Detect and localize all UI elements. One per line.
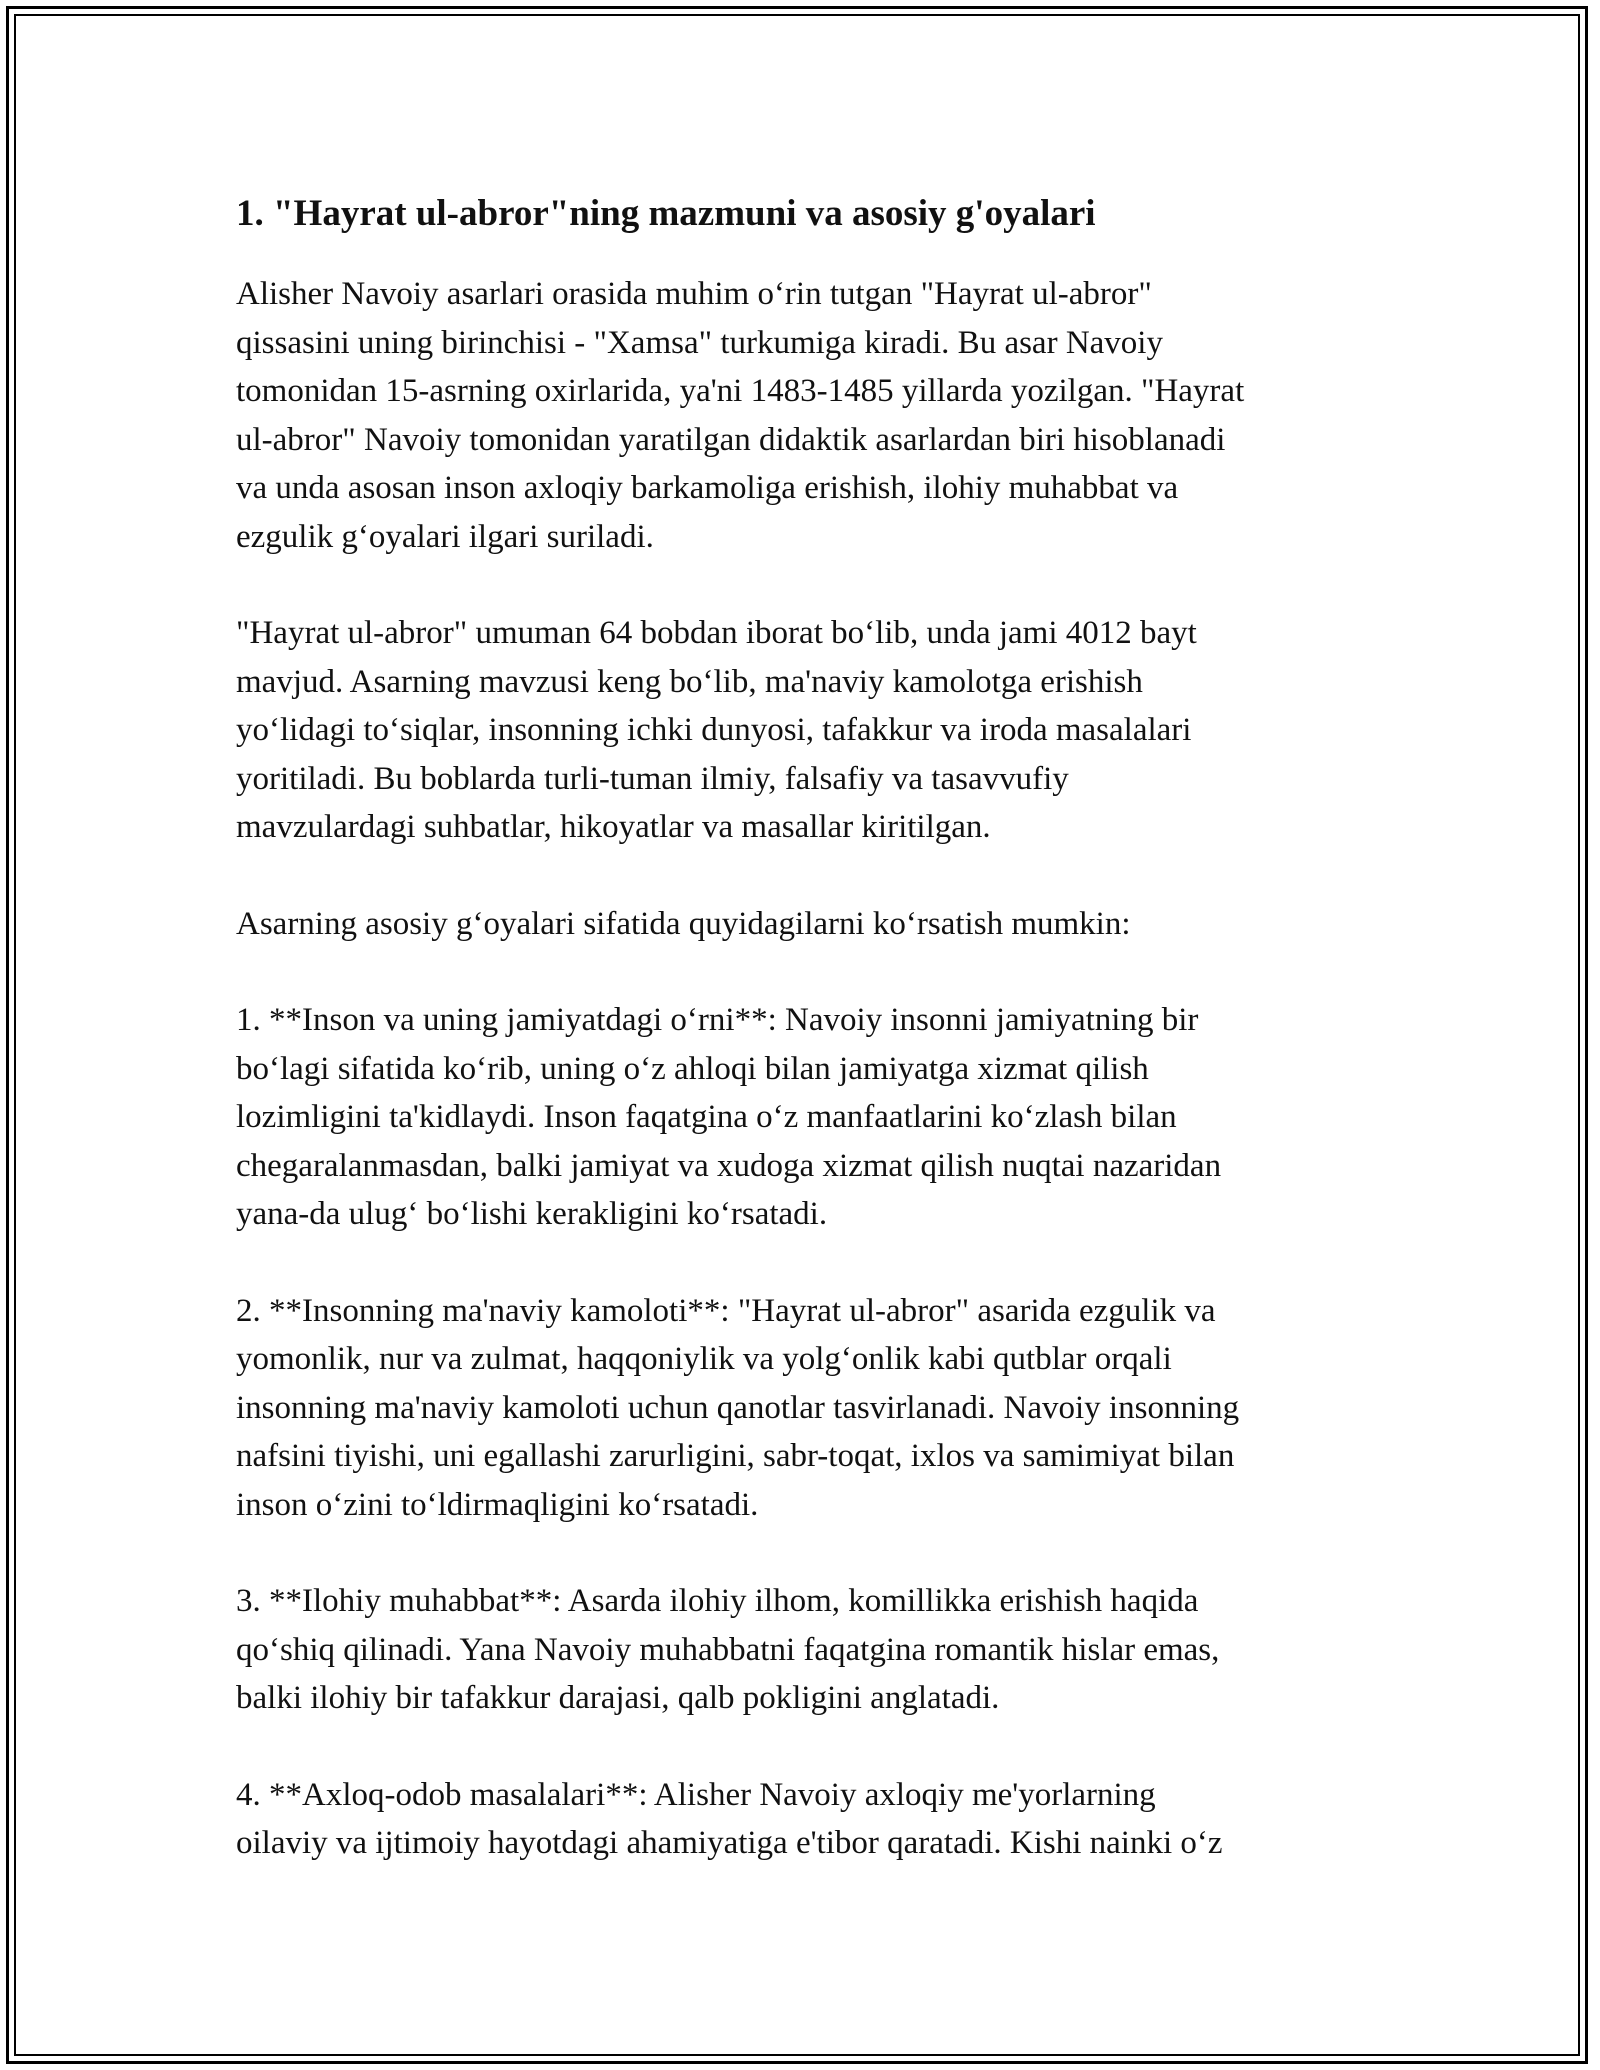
paragraph-idea-2: 2. **Insonning ma'naviy kamoloti**: "Hayrat ul-abror" asarida ezgulik va yomonlik, nur va zulmat, haqqoniylik va yolgʻonlik kabi qutblar orqali insonning ma'naviy kamoloti uchun qanotlar tasvirlanadi. Navoiy insonning nafsini tiyishi, uni egallashi zarurligini, sabr-toqat, ixlos va samimiyat bilan inson oʻzini toʻldirmaqligini koʻrsatadi.: [236, 1292, 1240, 1523]
paragraph-idea-4: 4. **Axloq-odob masalalari**: Alisher Navoiy axloqiy me'yorlarning oilaviy va ijtimoiy hayotdagi ahamiyatiga e'tibor qaratadi. Kishi nainki oʻz: [236, 1776, 1223, 1861]
paragraph-ideas-lead: Asarning asosiy gʻoyalari sifatida quyidagilarni koʻrsatish mumkin:: [236, 905, 1131, 942]
document-body: [236, 188, 1364, 1916]
paragraph-structure: "Hayrat ul-abror" umuman 64 bobdan iborat boʻlib, unda jami 4012 bayt mavjud. Asarning mavzusi keng boʻlib, ma'naviy kamolotga erishish yoʻlidagi toʻsiqlar, insonning ichki dunyosi, tafakkur va iroda masalalari yoritiladi. Bu boblarda turli-tuman ilmiy, falsafiy va tasavvufiy mavzulardagi suhbatlar, hikoyatlar va masallar kiritilgan.: [236, 615, 1197, 845]
document-title: 1. "Hayrat ul-abror"ning mazmuni va asosiy g'oyalari: [236, 193, 1096, 234]
paragraph-idea-3: 3. **Ilohiy muhabbat**: Asarda ilohiy ilhom, komillikka erishish haqida qoʻshiq qilinadi. Yana Navoiy muhabbatni faqatgina romantik hislar emas, balki ilohiy bir tafakkur darajasi, qalb pokligini anglatadi.: [236, 1583, 1220, 1716]
paragraph-idea-1: 1. **Inson va uning jamiyatdagi oʻrni**: Navoiy insonni jamiyatning bir boʻlagi sifatida koʻrib, uning oʻz ahloqi bilan jamiyatga xizmat qilish lozimligini ta'kidlaydi. Inson faqatgina oʻz manfaatlarini koʻzlash bilan chegaralanmasdan, balki jamiyat va xudoga xizmat qilish nuqtai nazaridan yana-da ulugʻ boʻlishi kerakligini koʻrsatadi.: [236, 1002, 1222, 1232]
paragraph-intro: Alisher Navoiy asarlari orasida muhim oʻrin tutgan "Hayrat ul-abror" qissasini uning birinchisi - "Xamsa" turkumiga kiradi. Bu asar Navoiy tomonidan 15-asrning oxirlarida, ya'ni 1483-1485 yillarda yozilgan. "Hayrat ul-abror" Navoiy tomonidan yaratilgan didaktik asarlardan biri hisoblanadi va unda asosan inson axloqiy barkamoliga erishish, ilohiy muhabbat va ezgulik gʻoyalari ilgari suriladi.: [236, 276, 1245, 555]
